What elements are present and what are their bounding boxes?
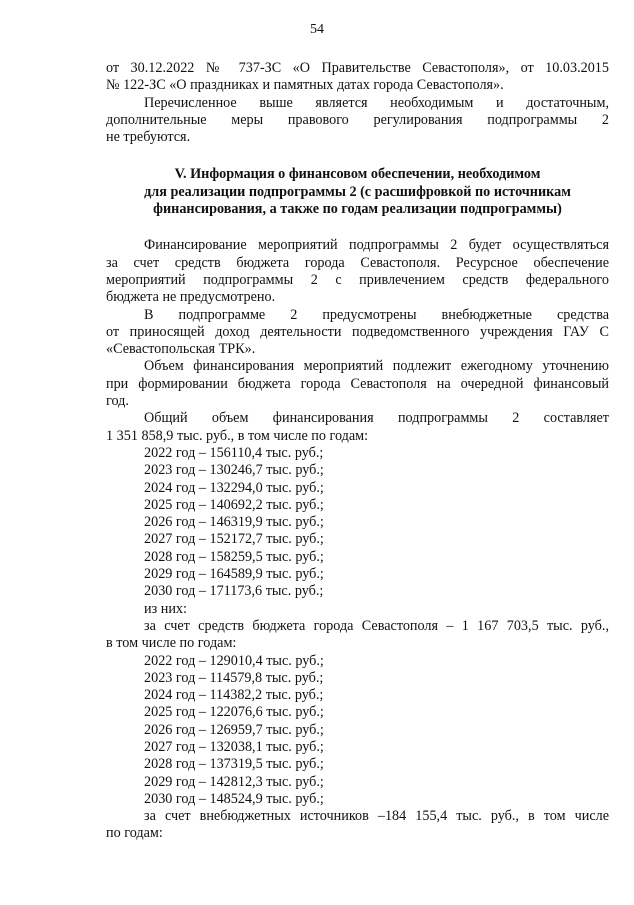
heading-line-2: для реализации подпрограммы 2 (с расшифровкой по источникам: [144, 183, 571, 200]
offbudget-line-1: за счет внебюджетных источников –184 155,4 тыс. руб., в том числе: [144, 808, 609, 825]
total-year-item: 2024 год – 132294,0 тыс. руб.;: [144, 479, 324, 496]
budget-line-2: в том числе по годам:: [106, 635, 237, 652]
budget-year-item: 2022 год – 129010,4 тыс. руб.;: [144, 652, 324, 669]
total-year-item: 2023 год – 130246,7 тыс. руб.;: [144, 462, 324, 479]
budget-year-item: 2027 год – 132038,1 тыс. руб.;: [144, 738, 324, 755]
intro-para2-line-1: Перечисленное выше является необходимым и достаточным,: [144, 94, 609, 111]
budget-line-1: за счет средств бюджета города Севастополя – 1 167 703,5 тыс. руб.,: [144, 617, 609, 634]
body-p2-line-3: «Севастопольская ТРК».: [106, 341, 256, 358]
heading-line-1: V. Информация о финансовом обеспечении, необходимом: [174, 166, 541, 183]
body-p1-line-4: бюджета не предусмотрено.: [106, 289, 276, 306]
budget-year-item: 2024 год – 114382,2 тыс. руб.;: [144, 687, 324, 704]
total-year-item: 2026 год – 146319,9 тыс. руб.;: [144, 514, 324, 531]
body-p4-line-2: 1 351 858,9 тыс. руб., в том числе по годам:: [106, 427, 369, 444]
page-content: [106, 60, 609, 843]
body-p1-line-2: за счет средств бюджета города Севастополя. Ресурсное обеспечение: [106, 254, 609, 271]
intro-para2-line-3: не требуются.: [106, 129, 191, 146]
budget-year-item: 2026 год – 126959,7 тыс. руб.;: [144, 721, 324, 738]
body-p2-line-1: В подпрограмме 2 предусмотрены внебюджетные средства: [144, 306, 609, 323]
total-year-item: 2025 год – 140692,2 тыс. руб.;: [144, 496, 324, 513]
total-year-item: 2029 год – 164589,9 тыс. руб.;: [144, 566, 324, 583]
budget-year-item: 2030 год – 148524,9 тыс. руб.;: [144, 790, 324, 807]
total-year-item: 2027 год – 152172,7 тыс. руб.;: [144, 531, 324, 548]
of-them-label: из них:: [144, 600, 187, 617]
body-p2-line-2: от приносящей доход деятельности подведомственного учреждения ГАУ С: [106, 323, 609, 340]
body-p4-line-1: Общий объем финансирования подпрограммы 2 составляет: [144, 410, 609, 427]
body-p3-line-3: год.: [106, 393, 129, 410]
budget-year-item: 2029 год – 142812,3 тыс. руб.;: [144, 773, 324, 790]
intro-para2-line-2: дополнительные меры правового регулирования подпрограммы 2: [106, 111, 609, 128]
section-heading: [106, 166, 609, 218]
offbudget-line-2: по годам:: [106, 825, 163, 842]
page-number: 54: [310, 22, 324, 37]
total-year-item: 2030 год – 171173,6 тыс. руб.;: [144, 583, 324, 600]
budget-year-item: 2023 год – 114579,8 тыс. руб.;: [144, 669, 324, 686]
body-p3-line-2: при формировании бюджета города Севастополя на очередной финансовый: [106, 375, 609, 392]
budget-year-item: 2025 год – 122076,6 тыс. руб.;: [144, 704, 324, 721]
budget-year-item: 2028 год – 137319,5 тыс. руб.;: [144, 756, 324, 773]
intro-line-2: № 122-ЗС «О праздниках и памятных датах города Севастополя».: [106, 77, 504, 94]
heading-line-3: финансирования, а также по годам реализации подпрограммы): [153, 201, 562, 218]
body-p3-line-1: Объем финансирования мероприятий подлежит ежегодному уточнению: [144, 358, 609, 375]
total-year-item: 2028 год – 158259,5 тыс. руб.;: [144, 548, 324, 565]
intro-line-1: от 30.12.2022 № 737-ЗС «О Правительстве Севастополя», от 10.03.2015: [106, 60, 609, 76]
total-year-item: 2022 год – 156110,4 тыс. руб.;: [144, 444, 324, 461]
body-p1-line-1: Финансирование мероприятий подпрограммы 2 будет осуществляться: [144, 237, 609, 254]
body-p1-line-3: мероприятий подпрограммы 2 с привлечением средств федерального: [106, 271, 609, 288]
